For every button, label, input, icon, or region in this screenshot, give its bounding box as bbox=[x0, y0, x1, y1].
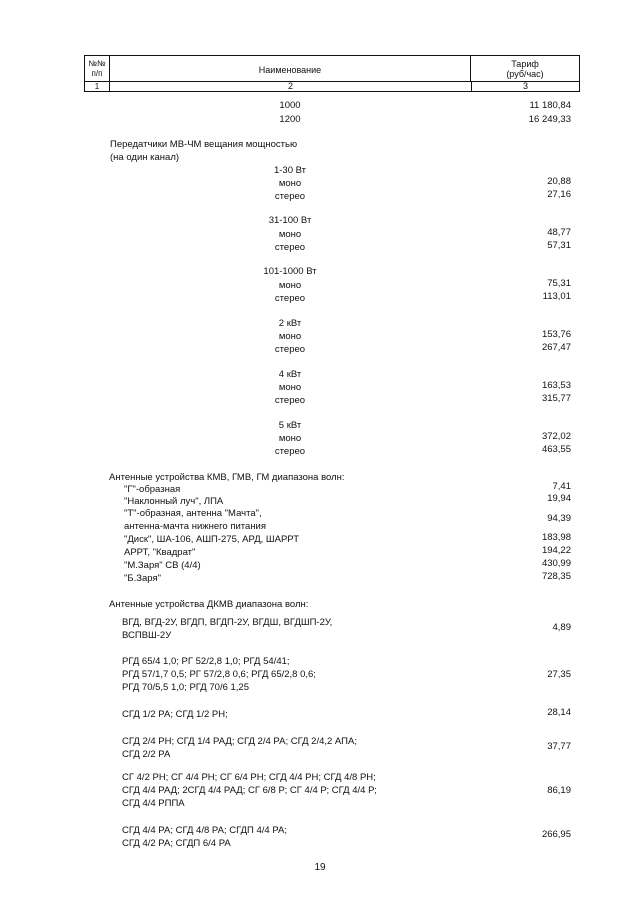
item-label: АРРТ, "Квадрат" bbox=[124, 547, 196, 558]
power-label: 5 кВт bbox=[278, 420, 302, 431]
item-value: 37,77 bbox=[547, 741, 571, 752]
col-number-line2: п/п bbox=[91, 68, 103, 78]
item-label: "Б.Заря" bbox=[124, 573, 161, 584]
power-label: 4 кВт bbox=[278, 369, 302, 380]
power-label: 101-1000 Вт bbox=[263, 266, 317, 277]
item-value: 430,99 bbox=[541, 558, 571, 569]
stereo-label: стерео bbox=[274, 242, 306, 253]
mono-label: моно bbox=[278, 382, 302, 393]
item-value: 19,94 bbox=[547, 493, 571, 504]
item-line: РГД 57/1,7 0,5; РГ 57/2,8 0,6; РГД 65/2,8 0,6; bbox=[122, 669, 316, 680]
col-tariff-line2: (руб/час) bbox=[506, 68, 544, 79]
item-line: СГД 4/4 РА; СГД 4/8 РА; СГДП 4/4 РА; bbox=[122, 825, 288, 836]
col-index-3: 3 bbox=[522, 81, 528, 91]
stereo-label: стерео bbox=[274, 191, 306, 202]
mono-label: моно bbox=[278, 433, 302, 444]
mono-value: 75,31 bbox=[547, 278, 571, 289]
col-index-2: 2 bbox=[110, 82, 472, 91]
col-number-header bbox=[85, 56, 110, 81]
col-name-header bbox=[110, 56, 471, 81]
power-label: 2 кВт bbox=[278, 318, 302, 329]
item-line: ВСПВШ-2У bbox=[122, 630, 172, 641]
stereo-label: стерео bbox=[274, 344, 306, 355]
item-line: РГД 65/4 1,0; РГ 52/2,8 1,0; РГД 54/41; bbox=[122, 656, 290, 667]
item-line: ВГД, ВГД-2У, ВГДП, ВГДП-2У, ВГДШ, ВГДШП-2У, bbox=[122, 617, 333, 628]
stereo-value: 27,16 bbox=[547, 189, 571, 200]
section-title: Антенные устройства КМВ, ГМВ, ГМ диапазона волн: bbox=[109, 472, 345, 483]
item-label: "Т"-образная, антенна "Мачта", bbox=[124, 508, 262, 519]
mono-label: моно bbox=[278, 331, 302, 342]
stereo-value: 113,01 bbox=[542, 291, 571, 302]
item-label: "Наклонный луч", ЛПА bbox=[124, 496, 224, 507]
page-number: 19 bbox=[314, 862, 326, 873]
stereo-value: 267,47 bbox=[541, 342, 571, 353]
col-index-1: 1 bbox=[85, 82, 110, 91]
stereo-value: 315,77 bbox=[541, 393, 571, 404]
item-line: РГД 70/5,5 1,0; РГД 70/6 1,25 bbox=[122, 682, 249, 693]
item-value: 7,41 bbox=[552, 481, 571, 492]
item-value: 28,14 bbox=[547, 707, 571, 718]
power-label: 1-30 Вт bbox=[273, 165, 307, 176]
item-value: 194,22 bbox=[541, 545, 571, 556]
table-header bbox=[84, 55, 580, 92]
section-title: Передатчики МВ-ЧМ вещания мощностью bbox=[110, 139, 298, 150]
power-label: 31-100 Вт bbox=[268, 215, 312, 226]
stereo-label: стерео bbox=[274, 395, 306, 406]
row-label: 1000 bbox=[279, 100, 301, 111]
item-label: "М.Заря" СВ (4/4) bbox=[124, 560, 201, 571]
item-label: "Г"-образная bbox=[124, 484, 181, 495]
mono-value: 153,76 bbox=[541, 329, 571, 340]
mono-label: моно bbox=[278, 280, 302, 291]
item-value: 728,35 bbox=[541, 571, 571, 582]
item-value: 94,39 bbox=[547, 513, 571, 524]
mono-value: 48,77 bbox=[547, 227, 571, 238]
mono-label: моно bbox=[278, 178, 302, 189]
section-title: Антенные устройства ДКМВ диапазона волн: bbox=[109, 599, 309, 610]
item-value: 266,95 bbox=[541, 829, 571, 840]
item-value: 183,98 bbox=[541, 532, 571, 543]
item-value: 86,19 bbox=[547, 785, 571, 796]
item-line: СГД 2/2 РА bbox=[122, 749, 171, 760]
stereo-value: 57,31 bbox=[547, 240, 571, 251]
item-value: 27,35 bbox=[547, 669, 571, 680]
mono-value: 163,53 bbox=[541, 380, 571, 391]
col-tariff-header bbox=[471, 56, 579, 81]
item-line: СГД 4/2 РА; СГДП 6/4 РА bbox=[122, 838, 231, 849]
col-number-line1: №№ bbox=[88, 58, 106, 68]
mono-label: моно bbox=[278, 229, 302, 240]
item-line: СГД 2/4 РН; СГД 1/4 РАД; СГД 2/4 РА; СГД 2/4,2 АПА; bbox=[122, 736, 357, 747]
col-name-label: Наименование bbox=[258, 65, 322, 75]
item-label: "Диск", ША-106, АШП-275, АРД, ШАРРТ bbox=[124, 534, 300, 545]
col-tariff-line1: Тариф bbox=[511, 58, 539, 69]
mono-value: 372,02 bbox=[541, 431, 571, 442]
stereo-value: 463,55 bbox=[541, 444, 571, 455]
row-value: 16 249,33 bbox=[528, 114, 571, 125]
item-line: СГ 4/2 РН; СГ 4/4 РН; СГ 6/4 РН; СГД 4/4 РН; СГД 4/8 РН; bbox=[122, 772, 376, 783]
item-line: СГД 4/4 РППА bbox=[122, 798, 185, 809]
item-line: СГД 4/4 РАД; 2СГД 4/4 РАД; СГ 6/8 Р; СГ 4/4 Р; СГД 4/4 Р; bbox=[122, 785, 377, 796]
mono-value: 20,88 bbox=[547, 176, 571, 187]
section-subtitle: (на один канал) bbox=[110, 152, 180, 163]
row-value: 11 180,84 bbox=[529, 100, 571, 111]
stereo-label: стерео bbox=[274, 293, 306, 304]
item-line: СГД 1/2 РА; СГД 1/2 РН; bbox=[122, 709, 228, 720]
stereo-label: стерео bbox=[274, 446, 306, 457]
item-value: 4,89 bbox=[552, 622, 571, 633]
row-label: 1200 bbox=[279, 114, 301, 125]
item-label-line2: антенна-мачта нижнего питания bbox=[124, 521, 267, 532]
